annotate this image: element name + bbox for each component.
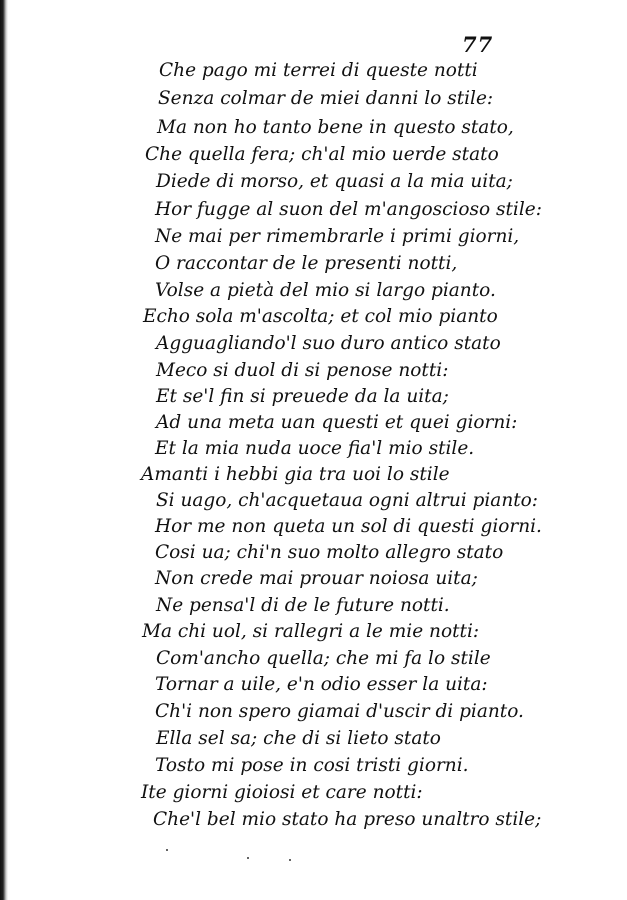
- verse-line: Echo sola m'ascolta; et col mio pianto: [143, 306, 498, 327]
- verse-line: O raccontar de le presenti notti,: [155, 253, 458, 274]
- verse-line: Et se'l fin si preuede da la uita;: [156, 386, 449, 407]
- verse-line: Ne mai per rimembrarle i primi giorni,: [155, 226, 520, 247]
- verse-line: Ma chi uol, si rallegri a le mie notti:: [142, 621, 480, 642]
- verse-line: Che quella fera; ch'al mio uerde stato: [145, 144, 499, 165]
- verse-line: Senza colmar de miei danni lo stile:: [158, 88, 494, 109]
- verse-line: Ma non ho tanto bene in questo stato,: [157, 117, 514, 138]
- verse-line: Che pago mi terrei di queste notti: [159, 60, 478, 81]
- verse-line: Tornar a uile, e'n odio esser la uita:: [155, 674, 488, 695]
- verse-line: Che'l bel mio stato ha preso unaltro stile;: [153, 809, 542, 830]
- verse-line: Ite giorni gioiosi et care notti:: [141, 782, 423, 803]
- verse-line: Agguagliando'l suo duro antico stato: [156, 333, 501, 354]
- verse-line: Si uago, ch'acquetaua ogni altrui pianto:: [156, 490, 539, 511]
- ink-speck: [289, 859, 291, 861]
- verse-line: Ella sel sa; che di si lieto stato: [156, 728, 441, 749]
- verse-line: Ne pensa'l di de le future notti.: [156, 595, 450, 616]
- verse-line: Tosto mi pose in cosi tristi giorni.: [155, 755, 469, 776]
- page-number: 77: [462, 32, 494, 57]
- verse-line: Hor fugge al suon del m'angoscioso stile:: [155, 199, 542, 220]
- verse-line: Ch'i non spero giamai d'uscir di pianto.: [155, 701, 524, 722]
- verse-line: Ad una meta uan questi et quei giorni:: [156, 412, 518, 433]
- verse-line: Non crede mai prouar noiosa uita;: [155, 568, 478, 589]
- verse-line: Meco si duol di si penose notti:: [156, 360, 449, 381]
- page-binding-edge: [0, 0, 8, 900]
- verse-line: Volse a pietà del mio si largo pianto.: [155, 280, 496, 301]
- verse-line: Diede di morso, et quasi a la mia uita;: [156, 171, 513, 192]
- verse-line: Cosi ua; chi'n suo molto allegro stato: [155, 542, 504, 563]
- verse-line: Com'ancho quella; che mi fa lo stile: [156, 648, 491, 669]
- ink-speck: [247, 857, 249, 859]
- ink-speck: [166, 849, 168, 851]
- verse-line: Hor me non queta un sol di questi giorni.: [155, 516, 542, 537]
- verse-line: Et la mia nuda uoce fia'l mio stile.: [155, 438, 475, 459]
- verse-line: Amanti i hebbi gia tra uoi lo stile: [141, 464, 450, 485]
